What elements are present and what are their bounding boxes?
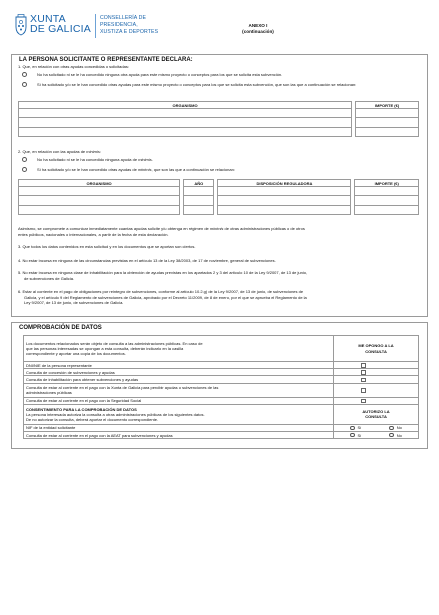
logo-divider <box>95 14 96 38</box>
authorize-yes-radio[interactable] <box>350 433 354 437</box>
importe-input[interactable] <box>356 118 419 127</box>
disposicion-input[interactable] <box>218 196 351 205</box>
q1-option-no-radio[interactable] <box>22 72 27 77</box>
ano-input[interactable] <box>184 187 214 196</box>
col-importe: IMPORTE (€) <box>355 180 419 187</box>
authorize-header: AUTORIZO LA CONSULTA <box>334 404 419 424</box>
oppose-checkbox[interactable] <box>361 399 366 404</box>
minimis-aids-table <box>18 179 419 215</box>
data-check-intro: Los documentos relacionados serán objeto de consulta a las administraciones públicas. En caso de que las personas interesadas se opongan a esta consulta, deberán indicarlo en la casilla correspondiente y aportar una copia de los documentos. <box>24 336 334 362</box>
disposicion-input[interactable] <box>218 187 351 196</box>
q1-option-yes-radio[interactable] <box>22 82 27 87</box>
doc-row-dni: DNI/NIE de la persona representante <box>24 362 334 369</box>
doc-row-concesion: Consulta de concesión de subvenciones y ayudas <box>24 369 334 376</box>
organismo-input[interactable] <box>19 109 352 118</box>
importe-input[interactable] <box>356 109 419 118</box>
col-disposicion: DISPOSICIÓN REGULADORA <box>218 180 351 187</box>
doc-row-seguridad-social: Consulta de estar al corriente en el pago con la Seguridad Social <box>24 397 334 404</box>
q1-option-yes-label: Sí ha solicitado y/o se le han concedido otras ayudas para este mismo proyecto o conceptos para los que se solicita esta subvención, que son las que a continuación se relacionan: <box>37 82 357 87</box>
consent-row-nif: NIF de la entidad solicitante <box>24 424 334 431</box>
col-organismo: ORGANISMO <box>19 180 180 187</box>
col-ano: AÑO <box>184 180 214 187</box>
doc-row-xunta: Consulta de estar al corriente en el pago con la Xunta de Galicia para percibir ayudas o subvenciones de las administraciones públicas <box>24 383 334 397</box>
importe-input[interactable] <box>356 127 419 136</box>
organismo-input[interactable] <box>19 205 180 214</box>
xunta-logo <box>14 14 158 38</box>
commitment-text: Asimismo, se compromete a comunicar inmediatamente cuantas ayudas solicite y/u obtenga en régimen de minimis de otras administraciones públicas o de otros entes públicos, nacionales o internacionales, a partir de la fecha de esta declaración. <box>18 226 305 237</box>
q2-option-no-radio[interactable] <box>22 157 27 162</box>
q2-option-no-label: No ha solicitado ni se le ha concedido ninguna ayuda de minimis. <box>37 157 153 162</box>
ano-input[interactable] <box>184 196 214 205</box>
logo-line1: XUNTA <box>30 13 66 25</box>
ano-input[interactable] <box>184 205 214 214</box>
organismo-input[interactable] <box>19 196 180 205</box>
item-5: 5. No estar incursa en ninguna clase de inhabilitación para la obtención de ayudas previstas en los apartados 2 y 3 del artículo 10 de la Ley 9/2007, de 13 de junio, de subvenciones de Galicia. <box>18 270 308 281</box>
department-name: CONSELLERÍA DE PRESIDENCIA, XUSTIZA E DEPORTES <box>99 15 159 35</box>
consent-row-aeat: Consulta de estar al corriente en el pago con la AEAT para subvenciones y ayudas <box>24 431 334 438</box>
importe-input[interactable] <box>355 196 419 205</box>
q2-option-yes-radio[interactable] <box>22 167 27 172</box>
organismo-input[interactable] <box>19 127 352 136</box>
authorize-yes-radio[interactable] <box>350 426 354 430</box>
data-check-title: COMPROBACIÓN DE DATOS <box>19 325 102 331</box>
disposicion-input[interactable] <box>218 205 351 214</box>
other-aids-table <box>18 101 419 137</box>
declaration-title: LA PERSONA SOLICITANTE O REPRESENTANTE DECLARA: <box>19 57 193 63</box>
oppose-checkbox[interactable] <box>361 370 366 375</box>
oppose-checkbox[interactable] <box>361 378 366 383</box>
doc-row-inhabilitacion: Consulta de inhabilitación para obtener subvenciones y ayudas <box>24 376 334 383</box>
q2-option-yes-label: Sí ha solicitado y/o se le han concedido otras ayudas de minimis, que son las que a continuación se relacionan: <box>37 167 235 172</box>
oppose-checkbox[interactable] <box>361 363 366 368</box>
question-2: 2. Que, en relación con las ayudas de minimis: <box>18 149 101 154</box>
organismo-input[interactable] <box>19 118 352 127</box>
annex-subtitle: (continuación) <box>242 28 274 34</box>
authorize-no-radio[interactable] <box>389 426 393 430</box>
annex-heading <box>223 23 293 34</box>
importe-input[interactable] <box>355 205 419 214</box>
annex-title: ANEXO I <box>248 23 268 28</box>
authorize-no-radio[interactable] <box>389 433 393 437</box>
logo-wordmark <box>30 14 91 34</box>
importe-input[interactable] <box>355 187 419 196</box>
item-6: 6. Estar al corriente en el pago de obligaciones por reintegro de subvenciones, conforme al artículo 10.2.g) de la Ley 9/2007, de 13 de junio, de subvenciones de Galicia, y el artículo 9 del Reglamento de subvenciones de Galicia, aprobado por el Decreto 11/2009, de 8 de enero, por el que se aprueba el Reglamento de la Ley 9/2007, de 13 de junio, de subvenciones de Galicia. <box>18 289 307 305</box>
consent-intro: CONSENTIMIENTO PARA LA COMPROBACIÓN DE DATOS La persona interesada autoriza la consulta a otras administraciones públicas de los siguientes datos. De no autorizar la consulta, deberá aportar el documento correspondiente. <box>24 404 334 424</box>
data-check-table: Los documentos relacionados serán objeto de consulta a las administraciones públicas. En caso de que las personas interesadas se opongan a esta consulta, deberán indicarlo en la casilla correspondiente y aportar una copia de los documentos. ME OPONGO A LA CONSULTA DNI/NIE de la persona representante Consulta de concesión de subvenciones y ayudas Consulta de inhabilitación para obtener subvenciones y ayudas Consulta de estar al corriente en el pago con la Xunta de Galicia para percibir ayudas o subvenciones de las administraciones públicas Consulta de estar al corriente en el pago con la Seguridad Social CONSENTIMIENTO PARA LA COMPROBACIÓN DE DATOS La persona interesada autoriza la consulta a otras administraciones públicas de los siguientes datos. De no autorizar la consulta, deberá aportar el documento correspondiente. AUTORIZO LA CONSULTA NIF de la entidad solicitante Sí No Consulta de estar al corriente en el pago con la AEAT para subvenciones y ayudas Sí No <box>23 335 419 439</box>
col-organismo: ORGANISMO <box>19 102 352 109</box>
item-4: 4. No estar incursa en ninguna de las circunstancias previstas en el artículo 13 de la Ley 38/2003, de 17 de noviembre, general de subvenciones. <box>18 258 276 263</box>
oppose-checkbox[interactable] <box>361 388 366 393</box>
col-importe: IMPORTE (€) <box>356 102 419 109</box>
item-3: 3. Que todos los datos contenidos en esta solicitud y en los documentos que se aportan son ciertos. <box>18 244 196 249</box>
galicia-shield-icon <box>14 14 28 36</box>
question-1: 1. Que, en relación con otras ayudas concedidas o solicitadas: <box>18 64 129 69</box>
oppose-header: ME OPONGO A LA CONSULTA <box>334 336 419 362</box>
logo-line2: DE GALICIA <box>30 23 91 35</box>
organismo-input[interactable] <box>19 187 180 196</box>
q1-option-no-label: No ha solicitado ni se le ha concedido ninguna otra ayuda para este mismo proyecto o conceptos para los que se solicita esta subvención. <box>37 72 283 77</box>
